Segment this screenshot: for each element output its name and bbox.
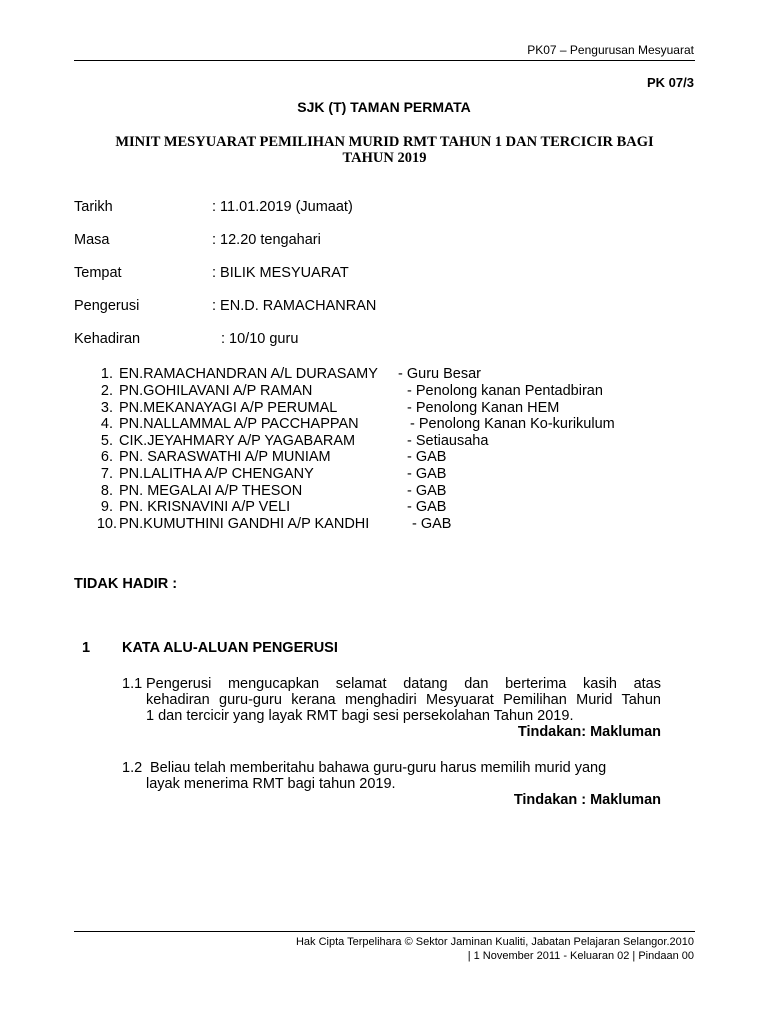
attendee-name: PN.MEKANAYAGI A/P PERUMAL [119, 400, 338, 416]
attendee-name: PN.KUMUTHINI GANDHI A/P KANDHI [119, 516, 370, 532]
attendee-name: PN. SARASWATHI A/P MUNIAM [119, 449, 331, 465]
attendee-number: 7. [100, 466, 113, 482]
section-title: KATA ALU-ALUAN PENGERUSI [122, 640, 338, 656]
info-value-time: : 12.20 tengahari [212, 232, 321, 248]
attendee-number: 1. [100, 366, 113, 382]
info-value-attendance: : 10/10 guru [221, 331, 299, 347]
attendee-number: 5. [100, 433, 113, 449]
action-note: Tindakan: Makluman [517, 724, 661, 740]
attendee-number: 4. [100, 416, 113, 432]
item-text-line: layak menerima RMT bagi tahun 2019. [146, 776, 396, 792]
attendee-name: PN. KRISNAVINI A/P VELI [119, 499, 291, 515]
attendee-role: - GAB [407, 449, 447, 465]
running-header: PK07 – Pengurusan Mesyuarat [527, 43, 694, 57]
item-text-line: kehadiran guru-guru kerana menghadiri Mesyuarat Pemilihan Murid Tahun [146, 692, 661, 708]
info-label-chair: Pengerusi [74, 298, 140, 314]
attendee-role: - GAB [407, 466, 447, 482]
minutes-title [74, 134, 695, 166]
attendee-number: 6. [100, 449, 113, 465]
header-divider [74, 60, 695, 61]
attendee-number: 3. [100, 400, 113, 416]
minutes-title-line1: MINIT MESYUARAT PEMILIHAN MURID RMT TAHUN 1 DAN TERCICIR BAGI [115, 134, 654, 150]
info-value-date: : 11.01.2019 (Jumaat) [212, 199, 353, 215]
attendee-name: PN.NALLAMMAL A/P PACCHAPPAN [119, 416, 359, 432]
attendee-number: 2. [100, 383, 113, 399]
info-value-chair: : EN.D. RAMACHANRAN [212, 298, 377, 314]
footer-revision: | 1 November 2011 - Keluaran 02 | Pindaan 00 [467, 950, 694, 962]
attendee-role: - Penolong kanan Pentadbiran [407, 383, 603, 399]
attendee-name: CIK.JEYAHMARY A/P YAGABARAM [119, 433, 356, 449]
info-value-place: : BILIK MESYUARAT [212, 265, 349, 281]
attendee-role: - GAB [407, 499, 447, 515]
section-number: 1 [82, 640, 91, 656]
attendee-role: - Penolong Kanan HEM [407, 400, 560, 416]
item-number: 1.2 [122, 760, 143, 776]
info-label-place: Tempat [74, 265, 122, 281]
item-text-line: Beliau telah memberitahu bahawa guru-guru harus memilih murid yang [150, 760, 607, 776]
attendee-name: PN.GOHILAVANI A/P RAMAN [119, 383, 313, 399]
attendee-role: - GAB [407, 483, 447, 499]
minutes-title-line2: TAHUN 2019 [342, 150, 427, 166]
info-label-time: Masa [74, 232, 110, 248]
footer-divider [74, 931, 695, 932]
school-name: SJK (T) TAMAN PERMATA [297, 99, 471, 115]
attendee-name: PN.LALITHA A/P CHENGANY [119, 466, 314, 482]
item-number: 1.1 [122, 676, 143, 692]
document-code: PK 07/3 [647, 75, 694, 90]
attendee-role: - GAB [412, 516, 452, 532]
attendee-role: - Guru Besar [398, 366, 481, 382]
attendee-number: 10. [96, 516, 117, 532]
info-label-date: Tarikh [74, 199, 113, 215]
attendee-name: PN. MEGALAI A/P THESON [119, 483, 303, 499]
action-note: Tindakan : Makluman [513, 792, 661, 808]
attendee-number: 9. [100, 499, 113, 515]
attendee-name: EN.RAMACHANDRAN A/L DURASAMY [119, 366, 378, 382]
info-label-attendance: Kehadiran [74, 331, 141, 347]
attendee-role: - Penolong Kanan Ko-kurikulum [410, 416, 615, 432]
absent-label: TIDAK HADIR : [74, 576, 178, 592]
item-text-line: 1 dan tercicir yang layak RMT bagi sesi persekolahan Tahun 2019. [146, 708, 574, 724]
item-text-line: Pengerusi mengucapkan selamat datang dan berterima kasih atas [146, 676, 661, 692]
attendee-number: 8. [100, 483, 113, 499]
attendee-role: - Setiausaha [407, 433, 489, 449]
footer-copyright: Hak Cipta Terpelihara © Sektor Jaminan Kualiti, Jabatan Pelajaran Selangor.2010 [295, 936, 694, 948]
